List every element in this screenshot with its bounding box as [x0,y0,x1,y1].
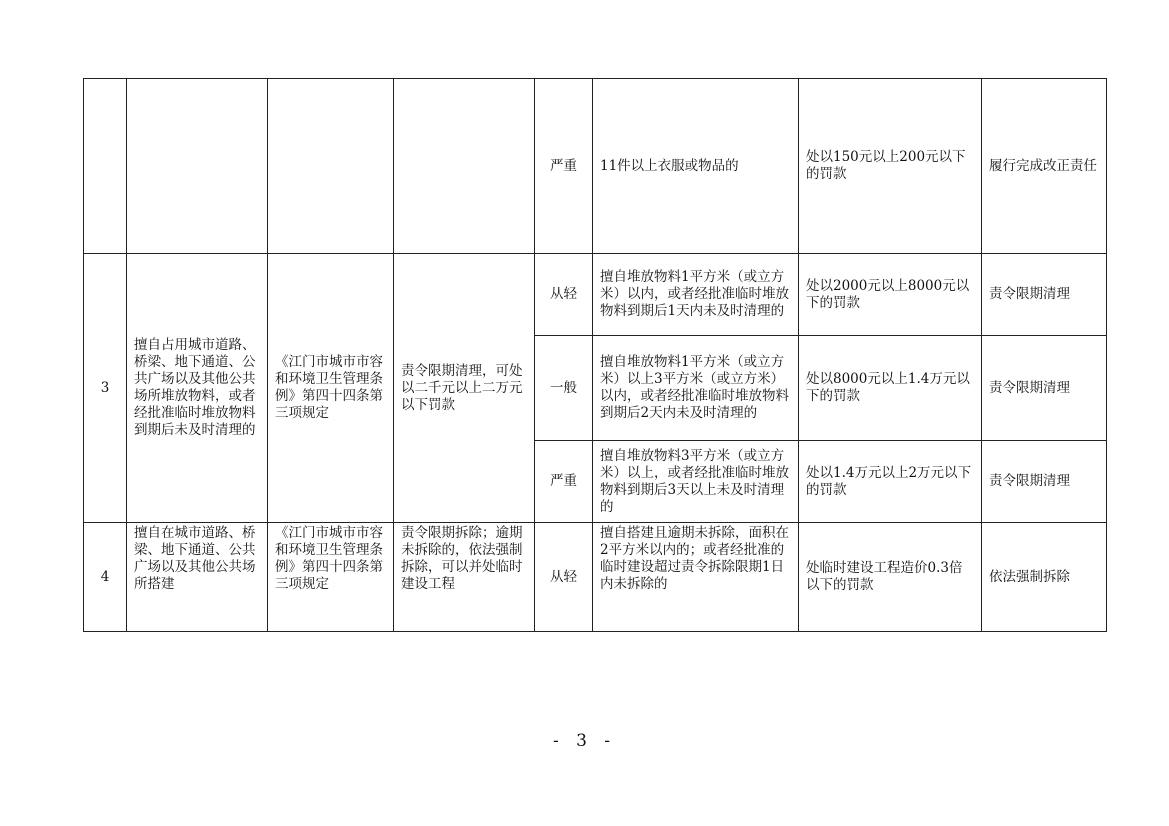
behavior-text: 擅自在城市道路、桥梁、地下通道、公共广场以及其他公共场所搭建 [134,525,256,592]
cell-penalty-provision [394,523,535,632]
cell-item-number: 3 [84,254,127,523]
cell-responsibility: 依法强制拆除 [982,523,1107,632]
cell-provision-empty [394,79,535,254]
cell-behavior: 擅自占用城市道路、桥梁、地下通道、公共广场以及其他公共场所堆放物料，或者经批准临时堆放物料到期后未及时清理的 [127,254,268,523]
circumstance-text: 擅自搭建且逾期未拆除，面积在2平方米以内的；或者经批准的临时建设超过责令拆除限期1日内未拆除的 [600,525,789,592]
cell-legal-basis [268,523,394,632]
cell-responsibility: 责令限期清理 [982,254,1107,336]
cell-circumstance: 擅自堆放物料3平方米（或立方米）以上，或者经批准临时堆放物料到期后3天以上未及时清理的 [593,441,799,523]
cell-basis-empty [268,79,394,254]
cell-penalty-provision: 责令限期清理，可处以二千元以上二万元以下罚款 [394,254,535,523]
cell-circumstance: 擅自堆放物料1平方米（或立方米）以内，或者经批准临时堆放物料到期后1天内未及时清理的 [593,254,799,336]
cell-penalty: 处以2000元以上8000元以下的罚款 [799,254,982,336]
cell-penalty: 处以8000元以上1.4万元以下的罚款 [799,336,982,441]
cell-behavior [127,523,268,632]
cell-level: 严重 [535,79,593,254]
table-row-continued [84,79,1107,254]
cell-circumstance [593,523,799,632]
cell-circumstance: 擅自堆放物料1平方米（或立方米）以上3平方米（或立方米）以内，或者经批准临时堆放物料到期后2天内未及时清理的 [593,336,799,441]
penalty-provision-text: 责令限期拆除；逾期未拆除的，依法强制拆除，可以并处临时建设工程 [401,525,523,592]
legal-basis-text: 《江门市城市市容和环境卫生管理条例》第四十四条第三项规定 [275,525,383,592]
cell-level: 严重 [535,441,593,523]
cell-level: 从轻 [535,254,593,336]
cell-behavior-empty [127,79,268,254]
table-row-item4-light [84,523,1107,632]
cell-item-number: 4 [84,523,127,632]
table-row-item3-light [84,254,1107,336]
cell-legal-basis: 《江门市城市市容和环境卫生管理条例》第四十四条第三项规定 [268,254,394,523]
cell-no-empty [84,79,127,254]
cell-responsibility: 责令限期清理 [982,441,1107,523]
cell-responsibility: 责令限期清理 [982,336,1107,441]
cell-level: 从轻 [535,523,593,632]
penalty-standards-table [83,78,1107,632]
cell-responsibility: 履行完成改正责任 [982,79,1107,254]
cell-level: 一般 [535,336,593,441]
cell-penalty: 处以150元以上200元以下的罚款 [799,79,982,254]
cell-penalty: 处以1.4万元以上2万元以下的罚款 [799,441,982,523]
cell-circumstance: 11件以上衣服或物品的 [593,79,799,254]
page-number: - 3 - [552,731,617,751]
cell-penalty: 处临时建设工程造价0.3倍以下的罚款 [799,523,982,632]
